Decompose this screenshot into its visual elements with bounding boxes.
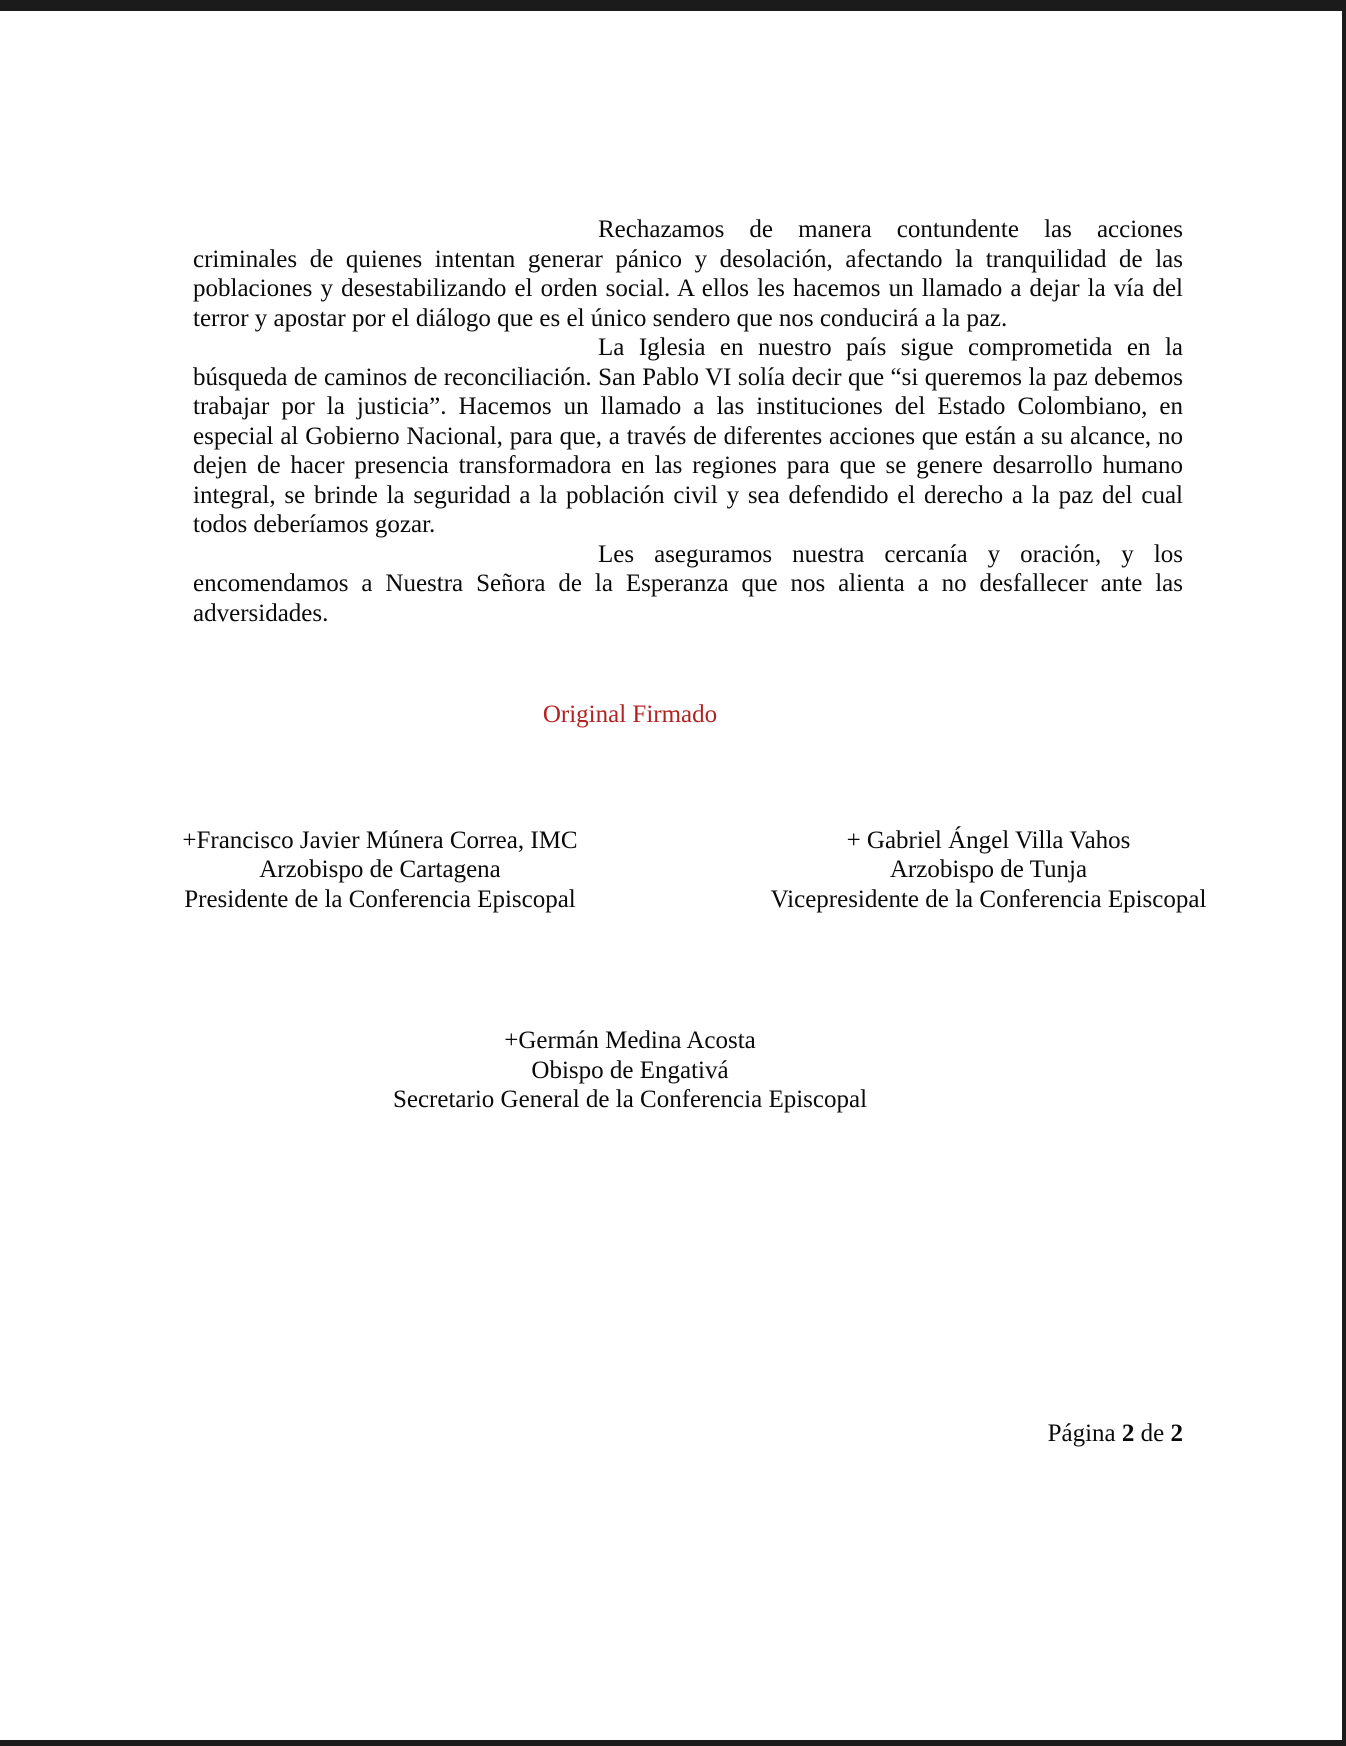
signature-row [182, 826, 1207, 915]
paragraph-la-iglesia: La Iglesia en nuestro país sigue comprometida en la búsqueda de caminos de reconciliación. San Pablo VI solía decir que “si queremos la paz debemos trabajar por la justicia”. Hacemos un llamado a las instituciones del Estado Colombiano, en especial al Gobierno Nacional, para que, a través de diferentes acciones que están a su alcance, no dejen de hacer presencia transformadora en las regiones para que se genere desarrollo humano integral, se brinde la seguridad a la población civil y sea defendido el derecho a la paz del cual todos deberíamos gozar. [193, 334, 1183, 538]
secretary-name: +Germán Medina Acosta [504, 1027, 756, 1054]
signature-block-president [145, 826, 615, 915]
footer-page-number: 2 [1121, 1419, 1135, 1447]
paragraph-les-aseguramos: Les aseguramos nuestra cercanía y oración, y los encomendamos a Nuestra Señora de la Esperanza que nos alienta a no desfallecer ante las adversidades. [193, 540, 1183, 627]
secretary-role: Secretario General de la Conferencia Episcopal [392, 1086, 868, 1113]
vicepresident-role: Vicepresidente de la Conferencia Episcopal [770, 885, 1207, 913]
paragraph-rechazamos: Rechazamos de manera contundente las acciones criminales de quienes intentan generar pánico y desolación, afectando la tranquilidad de las poblaciones y desestabilizando el orden social. A ellos les hacemos un llamado a dejar la vía del terror y apostar por el diálogo que es el único sendero que nos conducirá a la paz. [193, 216, 1183, 332]
secretary-title: Obispo de Engativá [531, 1056, 729, 1084]
scan-border-bottom [0, 1740, 1346, 1746]
signature-block-vicepresident [751, 826, 1226, 915]
signature-block-secretary [193, 1026, 1067, 1115]
president-name: +Francisco Javier Múnera Correa, IMC [182, 826, 578, 854]
page-number-footer [193, 1419, 1183, 1449]
vicepresident-name: + Gabriel Ángel Villa Vahos [846, 826, 1131, 854]
footer-separator: de [1134, 1419, 1171, 1447]
footer-label: Página [1047, 1419, 1122, 1447]
president-title: Arzobispo de Cartagena [259, 856, 501, 883]
vicepresident-title: Arzobispo de Tunja [889, 856, 1088, 883]
original-firmado-label: Original Firmado [542, 701, 718, 728]
president-role: Presidente de la Conferencia Episcopal [184, 885, 576, 913]
footer-total-pages: 2 [1170, 1419, 1183, 1447]
